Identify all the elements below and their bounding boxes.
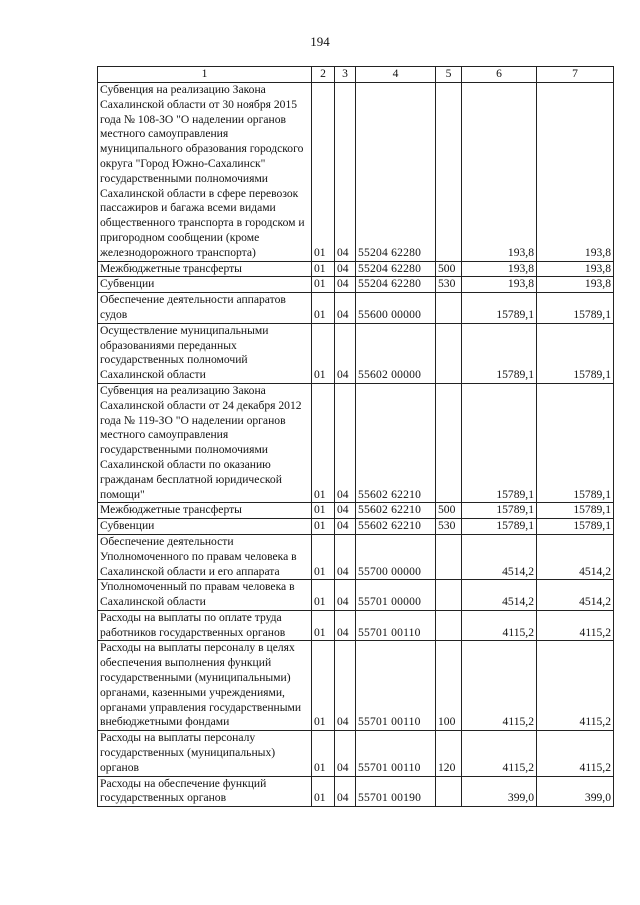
- section-code-cell: 01: [312, 323, 335, 383]
- header-row: [98, 67, 614, 83]
- amount-col7-cell: 15789,1: [537, 323, 614, 383]
- amount-col7-cell: 4115,2: [537, 610, 614, 641]
- amount-col6-cell: 4115,2: [462, 731, 537, 776]
- target-article-cell: 55700 00000: [356, 534, 436, 579]
- section-code-cell: 01: [312, 641, 335, 731]
- subsection-code-cell: 04: [335, 323, 356, 383]
- target-article-cell: 55204 62280: [356, 261, 436, 277]
- section-code-cell: 01: [312, 519, 335, 535]
- section-code-cell: 01: [312, 383, 335, 502]
- table-row: [98, 580, 614, 611]
- subsection-code-cell: 04: [335, 776, 356, 807]
- amount-col7-cell: 4514,2: [537, 580, 614, 611]
- amount-col6-cell: 193,8: [462, 261, 537, 277]
- section-code-cell: 01: [312, 610, 335, 641]
- column-header-5: 5: [436, 67, 462, 83]
- row-name-cell: Межбюджетные трансферты: [98, 261, 312, 277]
- table-row: [98, 776, 614, 807]
- amount-col6-cell: 193,8: [462, 83, 537, 262]
- target-article-cell: 55701 00110: [356, 610, 436, 641]
- section-code-cell: 01: [312, 776, 335, 807]
- amount-col7-cell: 15789,1: [537, 293, 614, 324]
- amount-col6-cell: 4115,2: [462, 641, 537, 731]
- subsection-code-cell: 04: [335, 580, 356, 611]
- amount-col6-cell: 15789,1: [462, 519, 537, 535]
- expense-type-cell: 500: [436, 261, 462, 277]
- table-body: [98, 83, 614, 807]
- amount-col7-cell: 4514,2: [537, 534, 614, 579]
- table-row: [98, 323, 614, 383]
- column-header-3: 3: [335, 67, 356, 83]
- subsection-code-cell: 04: [335, 293, 356, 324]
- row-name-cell: Осуществление муниципальными образованиями переданных государственных полномочий Сахалинской области: [98, 323, 312, 383]
- amount-col7-cell: 193,8: [537, 261, 614, 277]
- table-row: [98, 519, 614, 535]
- target-article-cell: 55602 00000: [356, 323, 436, 383]
- expense-type-cell: 530: [436, 519, 462, 535]
- table-row: [98, 277, 614, 293]
- subsection-code-cell: 04: [335, 641, 356, 731]
- target-article-cell: 55701 00000: [356, 580, 436, 611]
- subsection-code-cell: 04: [335, 261, 356, 277]
- row-name-cell: Субвенция на реализацию Закона Сахалинской области от 24 декабря 2012 года № 119-ЗО "О наделении органов местного самоуправления государственными полномочиями Сахалинской области по оказанию гражданам бесплатной юридической помощи": [98, 383, 312, 502]
- amount-col7-cell: 15789,1: [537, 383, 614, 502]
- amount-col7-cell: 399,0: [537, 776, 614, 807]
- table-row: [98, 293, 614, 324]
- table-row: [98, 641, 614, 731]
- row-name-cell: Субвенция на реализацию Закона Сахалинской области от 30 ноября 2015 года № 108-ЗО "О наделении органов местного самоуправления муниципального образования городского округа "Город Южно-Сахалинск" государственными полномочиями Сахалинской области в сфере перевозок пассажиров и багажа всеми видами общественного транспорта в городском и пригородном сообщении (кроме железнодорожного транспорта): [98, 83, 312, 262]
- row-name-cell: Субвенции: [98, 519, 312, 535]
- amount-col6-cell: 399,0: [462, 776, 537, 807]
- expense-type-cell: [436, 83, 462, 262]
- row-name-cell: Обеспечение деятельности Уполномоченного по правам человека в Сахалинской области и его аппарата: [98, 534, 312, 579]
- subsection-code-cell: 04: [335, 731, 356, 776]
- section-code-cell: 01: [312, 534, 335, 579]
- section-code-cell: 01: [312, 261, 335, 277]
- column-header-6: 6: [462, 67, 537, 83]
- subsection-code-cell: 04: [335, 83, 356, 262]
- row-name-cell: Обеспечение деятельности аппаратов судов: [98, 293, 312, 324]
- amount-col6-cell: 15789,1: [462, 323, 537, 383]
- row-name-cell: Уполномоченный по правам человека в Сахалинской области: [98, 580, 312, 611]
- amount-col7-cell: 193,8: [537, 83, 614, 262]
- column-header-1: 1: [98, 67, 312, 83]
- expense-type-cell: [436, 534, 462, 579]
- table-row: [98, 383, 614, 502]
- expense-type-cell: [436, 610, 462, 641]
- section-code-cell: 01: [312, 580, 335, 611]
- expense-type-cell: [436, 323, 462, 383]
- amount-col7-cell: 4115,2: [537, 731, 614, 776]
- table-row: [98, 534, 614, 579]
- subsection-code-cell: 04: [335, 519, 356, 535]
- section-code-cell: 01: [312, 503, 335, 519]
- expense-type-cell: [436, 293, 462, 324]
- section-code-cell: 01: [312, 293, 335, 324]
- section-code-cell: 01: [312, 731, 335, 776]
- row-name-cell: Межбюджетные трансферты: [98, 503, 312, 519]
- target-article-cell: 55204 62280: [356, 83, 436, 262]
- amount-col6-cell: 4514,2: [462, 534, 537, 579]
- expense-type-cell: [436, 580, 462, 611]
- target-article-cell: 55602 62210: [356, 383, 436, 502]
- subsection-code-cell: 04: [335, 610, 356, 641]
- target-article-cell: 55701 00110: [356, 641, 436, 731]
- column-header-7: 7: [537, 67, 614, 83]
- amount-col7-cell: 15789,1: [537, 503, 614, 519]
- target-article-cell: 55701 00190: [356, 776, 436, 807]
- column-header-2: 2: [312, 67, 335, 83]
- table-row: [98, 261, 614, 277]
- target-article-cell: 55602 62210: [356, 519, 436, 535]
- expense-type-cell: 120: [436, 731, 462, 776]
- table-row: [98, 503, 614, 519]
- expense-type-cell: [436, 383, 462, 502]
- amount-col6-cell: 4514,2: [462, 580, 537, 611]
- budget-table: [97, 66, 614, 807]
- amount-col6-cell: 4115,2: [462, 610, 537, 641]
- row-name-cell: Расходы на обеспечение функций государственных органов: [98, 776, 312, 807]
- subsection-code-cell: 04: [335, 503, 356, 519]
- target-article-cell: 55602 62210: [356, 503, 436, 519]
- expense-type-cell: [436, 776, 462, 807]
- subsection-code-cell: 04: [335, 277, 356, 293]
- amount-col6-cell: 15789,1: [462, 293, 537, 324]
- row-name-cell: Субвенции: [98, 277, 312, 293]
- amount-col7-cell: 15789,1: [537, 519, 614, 535]
- amount-col6-cell: 15789,1: [462, 383, 537, 502]
- table-row: [98, 610, 614, 641]
- page-number: 194: [310, 34, 330, 49]
- target-article-cell: 55600 00000: [356, 293, 436, 324]
- row-name-cell: Расходы на выплаты персоналу государственных (муниципальных) органов: [98, 731, 312, 776]
- subsection-code-cell: 04: [335, 534, 356, 579]
- row-name-cell: Расходы на выплаты персоналу в целях обеспечения выполнения функций государственными (муниципальными) органами, казенными учреждениями, органами управления государственными внебюджетными фондами: [98, 641, 312, 731]
- section-code-cell: 01: [312, 277, 335, 293]
- section-code-cell: 01: [312, 83, 335, 262]
- row-name-cell: Расходы на выплаты по оплате труда работников государственных органов: [98, 610, 312, 641]
- column-header-4: 4: [356, 67, 436, 83]
- expense-type-cell: 100: [436, 641, 462, 731]
- expense-type-cell: 500: [436, 503, 462, 519]
- amount-col7-cell: 193,8: [537, 277, 614, 293]
- target-article-cell: 55204 62280: [356, 277, 436, 293]
- amount-col6-cell: 15789,1: [462, 503, 537, 519]
- subsection-code-cell: 04: [335, 383, 356, 502]
- expense-type-cell: 530: [436, 277, 462, 293]
- amount-col7-cell: 4115,2: [537, 641, 614, 731]
- table-row: [98, 731, 614, 776]
- amount-col6-cell: 193,8: [462, 277, 537, 293]
- target-article-cell: 55701 00110: [356, 731, 436, 776]
- table-row: [98, 83, 614, 262]
